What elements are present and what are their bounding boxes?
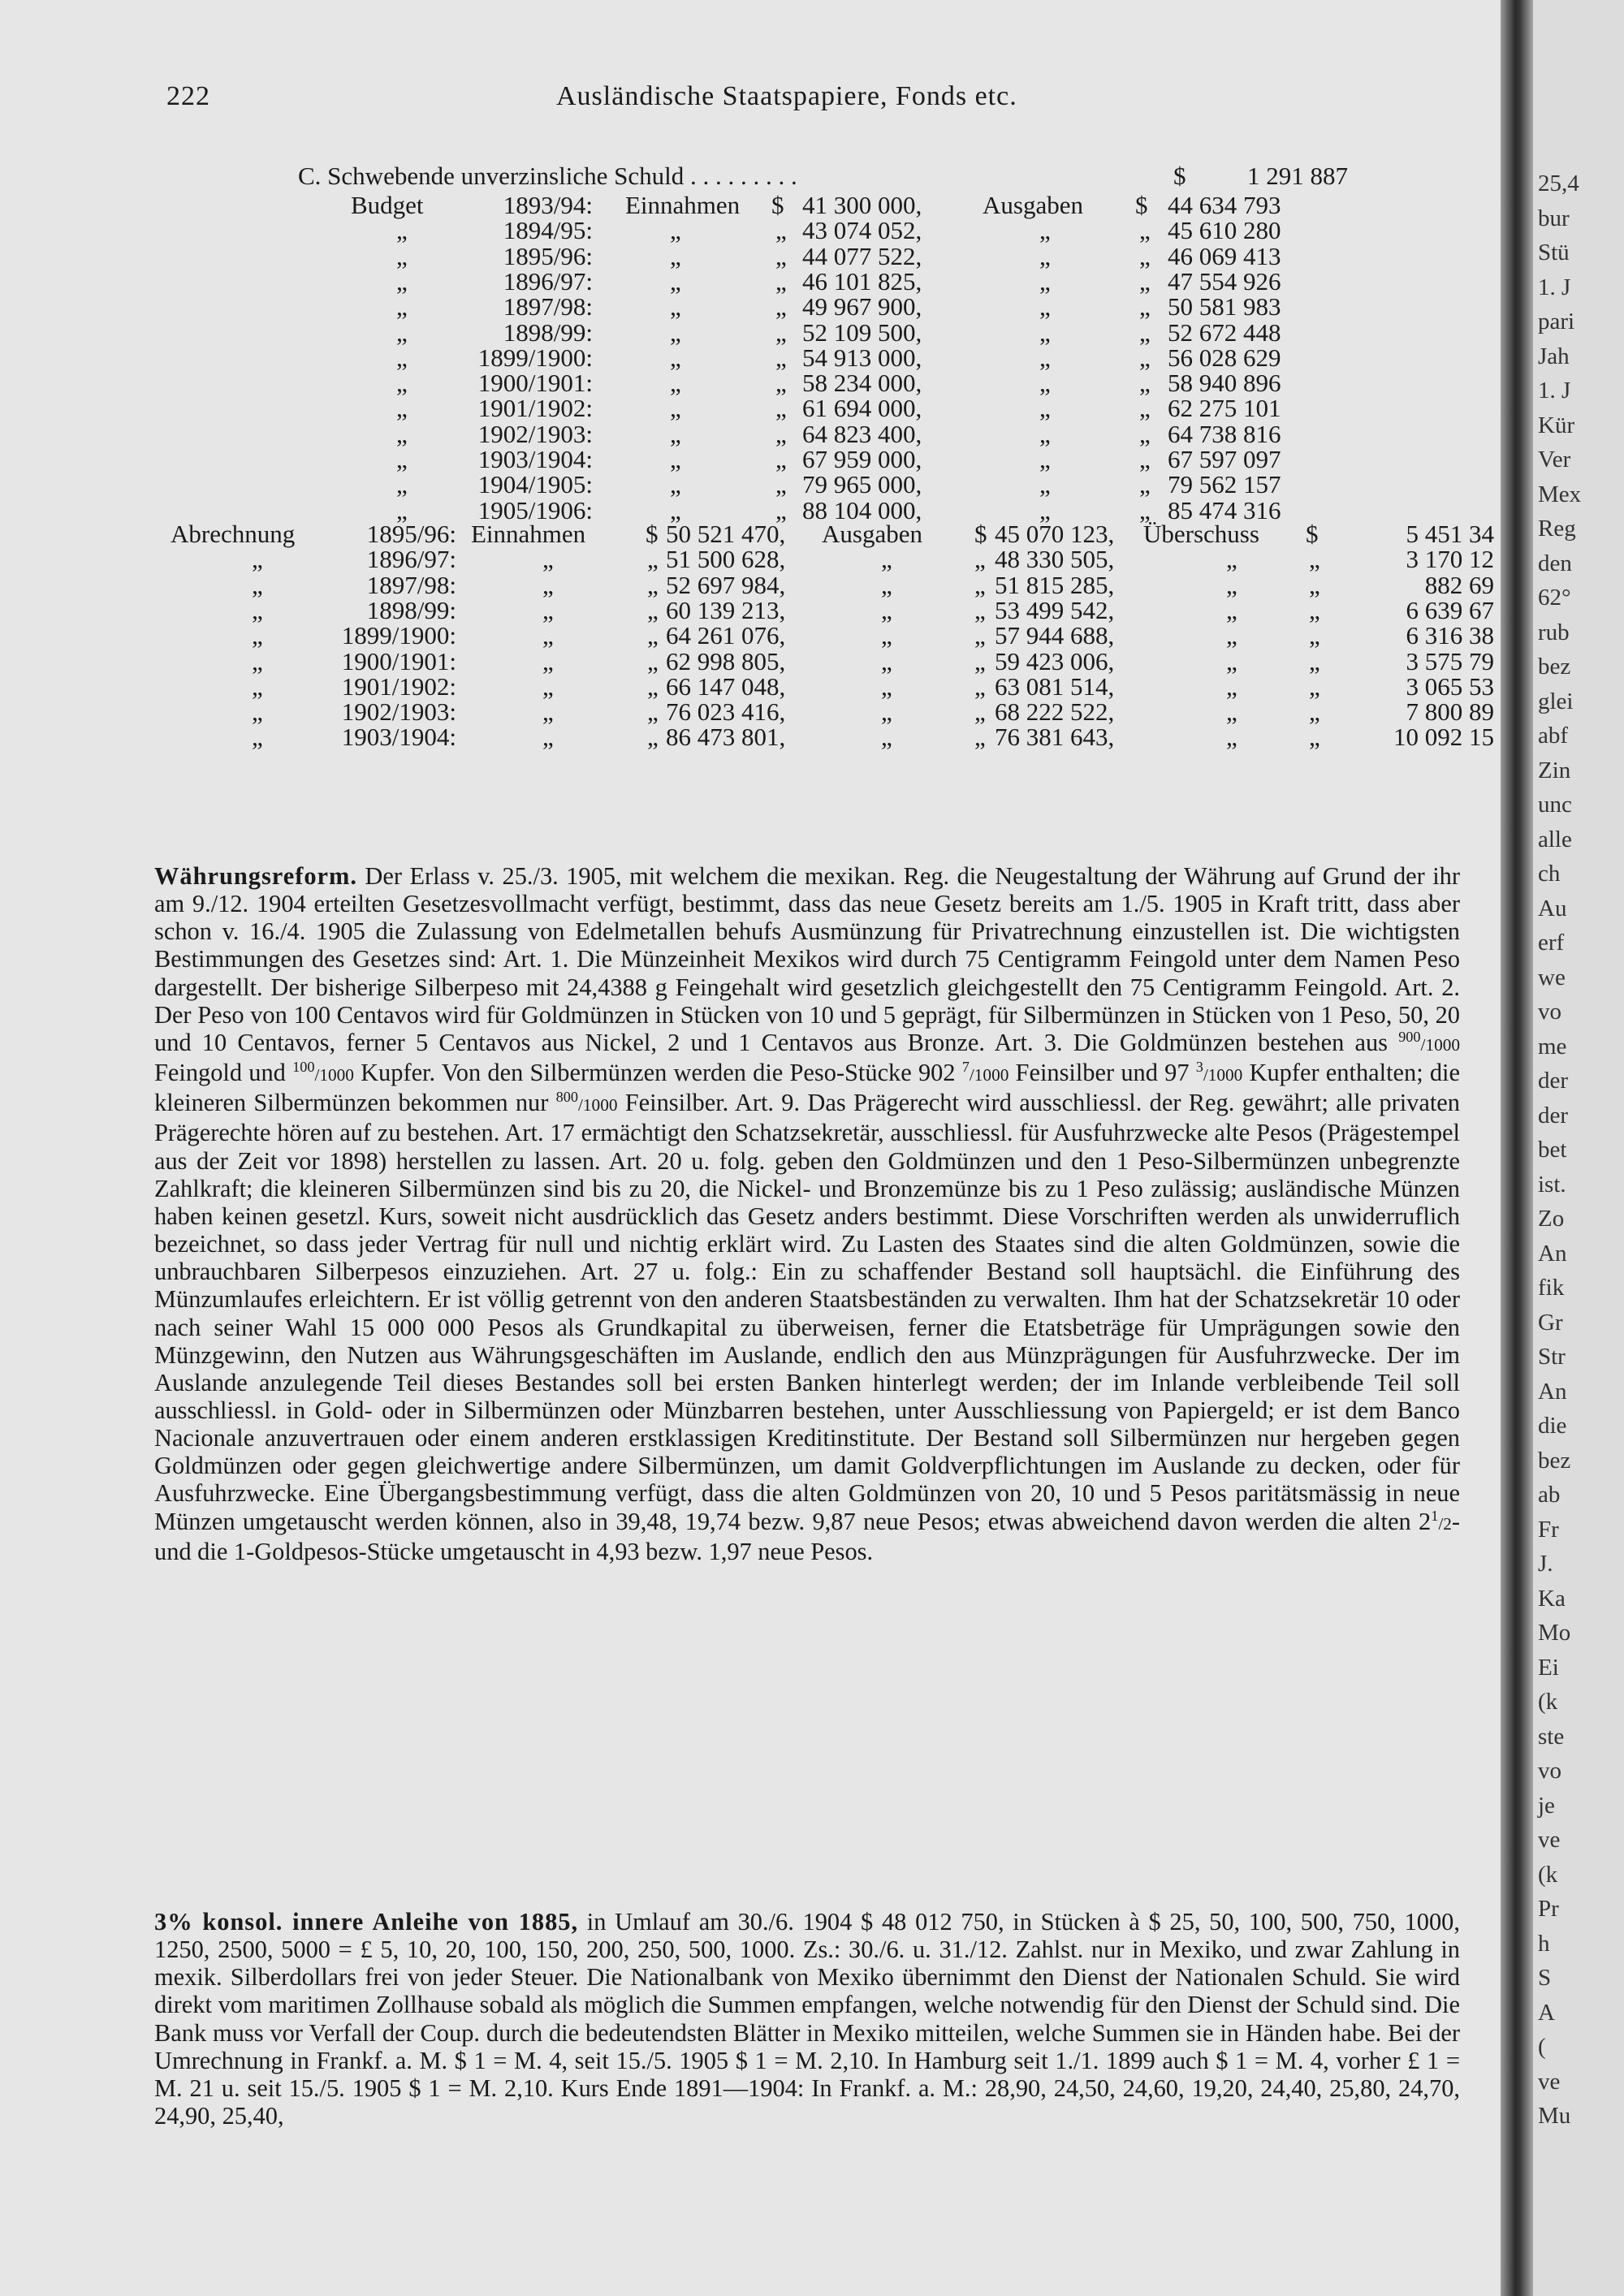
ditto-mark: „	[647, 723, 659, 751]
accounts-expense: 68 222 522,	[995, 697, 1115, 726]
ditto-mark: „	[775, 343, 787, 372]
budget-income: 52 109 500,	[802, 318, 922, 347]
adjacent-page-fragment: Zo	[1538, 1206, 1565, 1232]
ditto-mark: „	[396, 470, 408, 498]
budget-income: 46 101 825,	[802, 267, 922, 296]
ditto-mark: „	[542, 621, 554, 650]
accounts-expense: 57 944 688,	[995, 621, 1115, 650]
ditto-mark: „	[775, 216, 787, 244]
ditto-mark: „	[1039, 420, 1051, 448]
adjacent-page-fragment: h	[1538, 1931, 1550, 1957]
budget-income: 67 959 000,	[802, 445, 922, 473]
ditto-mark: „	[252, 545, 263, 573]
ditto-mark: „	[775, 318, 787, 347]
budget-income: 49 967 900,	[802, 292, 922, 321]
waehrungsreform-heading: Währungsreform.	[154, 862, 357, 890]
ditto-mark: „	[396, 292, 408, 321]
adjacent-page-fragment: (k	[1538, 1862, 1558, 1888]
page-header	[0, 81, 1501, 122]
ditto-mark: „	[396, 496, 408, 524]
adjacent-page-fragment: A	[1538, 2000, 1555, 2026]
ditto-mark: „	[396, 420, 408, 448]
ditto-mark: „	[670, 496, 681, 524]
ditto-mark: „	[396, 445, 408, 473]
accounts-year: 1896/97:	[366, 545, 456, 573]
currency-sign: $	[771, 191, 784, 219]
ditto-mark: „	[974, 672, 986, 701]
ditto-mark: „	[396, 369, 408, 397]
accounts-expense: 63 081 514,	[995, 672, 1115, 701]
budget-income: 58 234 000,	[802, 369, 922, 397]
ditto-mark: „	[252, 697, 263, 726]
ditto-mark: „	[881, 596, 892, 624]
currency-sign: $	[1306, 520, 1319, 548]
ditto-mark: „	[1139, 216, 1151, 244]
ditto-mark: „	[1039, 445, 1051, 473]
budget-expense: 45 610 280	[1168, 216, 1281, 244]
section-c-title: C. Schwebende unverzinsliche Schuld . . . . . . . . .	[298, 162, 797, 190]
budget-expense: 67 597 097	[1168, 445, 1281, 473]
ditto-mark: „	[542, 571, 554, 599]
adjacent-page-fragment: Stü	[1538, 240, 1570, 265]
accounts-income: 52 697 984,	[666, 571, 786, 599]
ditto-mark: „	[1309, 697, 1320, 726]
ditto-mark: „	[1226, 545, 1237, 573]
fraction-denominator: /1000	[1420, 1034, 1460, 1055]
accounts-year: 1899/1900:	[341, 621, 456, 650]
fraction-denominator: /1000	[314, 1065, 354, 1085]
budget-year: 1894/95:	[503, 216, 593, 244]
ditto-mark: „	[1139, 242, 1151, 270]
adjacent-page-fragment: An	[1538, 1379, 1567, 1405]
fraction-denominator: /1000	[578, 1095, 618, 1116]
ditto-mark: „	[670, 292, 681, 321]
ditto-mark: „	[775, 394, 787, 422]
budget-expense: 44 634 793	[1168, 191, 1281, 219]
waehrung-text-7: - und die 1-Goldpesos-Stücke umgetauscht in 4,93 bezw. 1,97 neue Pesos.	[154, 1507, 1460, 1565]
ditto-mark: „	[1226, 596, 1237, 624]
accounts-income: 51 500 628,	[666, 545, 786, 573]
ditto-mark: „	[670, 216, 681, 244]
ditto-mark: „	[647, 621, 659, 650]
budget-year: 1900/1901:	[477, 369, 593, 397]
budget-income: 64 823 400,	[802, 420, 922, 448]
ditto-mark: „	[252, 571, 263, 599]
ditto-mark: „	[881, 621, 892, 650]
fraction-numerator: 3	[1195, 1058, 1203, 1075]
ditto-mark: „	[1309, 545, 1320, 573]
accounts-surplus: 5 451 34	[1406, 520, 1494, 548]
ditto-mark: „	[542, 545, 554, 573]
ditto-mark: „	[775, 496, 787, 524]
ditto-mark: „	[1309, 571, 1320, 599]
ditto-mark: „	[974, 647, 986, 675]
budget-year: 1902/1903:	[477, 420, 593, 448]
budget-income: 88 104 000,	[802, 496, 922, 524]
adjacent-page-fragment: der	[1538, 1103, 1569, 1129]
accounts-year: 1903/1904:	[341, 723, 456, 751]
ditto-mark: „	[1309, 596, 1320, 624]
budget-expense: 85 474 316	[1168, 496, 1281, 524]
adjacent-page-fragment: ve	[1538, 2069, 1561, 2095]
budget-income: 79 965 000,	[802, 470, 922, 498]
adjacent-page-fragment: pari	[1538, 309, 1575, 334]
adjacent-page-fragment: ste	[1538, 1724, 1565, 1750]
adjacent-page-fragment: (k	[1538, 1689, 1558, 1715]
adjacent-page-fragment: ch	[1538, 861, 1561, 887]
adjacent-page-fragment: Mo	[1538, 1620, 1571, 1646]
accounts-expense-label: Ausgaben	[822, 520, 922, 548]
adjacent-page-fragment: fik	[1538, 1275, 1565, 1301]
accounts-year: 1901/1902:	[341, 672, 456, 701]
accounts-surplus: 6 639 67	[1406, 596, 1494, 624]
adjacent-page-fragment: erf	[1538, 930, 1565, 956]
ditto-mark: „	[670, 318, 681, 347]
budget-year: 1905/1906:	[477, 496, 593, 524]
ditto-mark: „	[647, 647, 659, 675]
ditto-mark: „	[252, 647, 263, 675]
budget-expense: 52 672 448	[1168, 318, 1281, 347]
ditto-mark: „	[670, 470, 681, 498]
budget-year: 1893/94:	[503, 191, 593, 219]
accounts-expense: 53 499 542,	[995, 596, 1115, 624]
adjacent-page-fragment: J.	[1538, 1551, 1553, 1577]
ditto-mark: „	[974, 545, 986, 573]
ditto-mark: „	[647, 545, 659, 573]
paragraph-anleihe-1885	[154, 1908, 1460, 2130]
accounts-income: 86 473 801,	[666, 723, 786, 751]
running-title: Ausländische Staatspapiere, Fonds etc.	[556, 81, 1017, 111]
budget-year: 1898/99:	[503, 318, 593, 347]
ditto-mark: „	[775, 470, 787, 498]
adjacent-page-fragment: Mex	[1538, 481, 1582, 507]
ditto-mark: „	[1226, 672, 1237, 701]
ditto-mark: „	[542, 723, 554, 751]
adjacent-page-fragment: ist.	[1538, 1172, 1566, 1198]
ditto-mark: „	[1226, 621, 1237, 650]
ditto-mark: „	[1309, 621, 1320, 650]
ditto-mark: „	[1039, 394, 1051, 422]
ditto-mark: „	[1226, 647, 1237, 675]
ditto-mark: „	[775, 445, 787, 473]
accounts-income: 62 998 805,	[666, 647, 786, 675]
accounts-surplus: 882 69	[1424, 571, 1494, 599]
fraction-numerator: 800	[555, 1089, 579, 1106]
fraction-denominator: /2	[1438, 1513, 1452, 1534]
ditto-mark: „	[670, 369, 681, 397]
budget-year: 1904/1905:	[477, 470, 593, 498]
accounts-expense: 45 070 123,	[995, 520, 1115, 548]
accounts-surplus: 10 092 15	[1393, 723, 1494, 751]
budget-expense-label: Ausgaben	[983, 191, 1083, 219]
ditto-mark: „	[775, 267, 787, 296]
ditto-mark: „	[1139, 292, 1151, 321]
ditto-mark: „	[974, 571, 986, 599]
ditto-mark: „	[396, 318, 408, 347]
adjacent-page-fragment: ab	[1538, 1482, 1561, 1508]
budget-expense: 79 562 157	[1168, 470, 1281, 498]
accounts-label: Abrechnung	[171, 520, 296, 548]
ditto-mark: „	[1139, 470, 1151, 498]
fraction-numerator: 900	[1398, 1028, 1421, 1045]
ditto-mark: „	[396, 267, 408, 296]
ditto-mark: „	[881, 571, 892, 599]
adjacent-page-fragment: Fr	[1538, 1517, 1559, 1543]
adjacent-page-fragment: die	[1538, 1413, 1567, 1439]
budget-expense: 62 275 101	[1168, 394, 1281, 422]
ditto-mark: „	[1139, 394, 1151, 422]
ditto-mark: „	[775, 420, 787, 448]
page-number: 222	[166, 81, 210, 111]
adjacent-page-edge	[1533, 0, 1624, 2296]
fraction-numerator: 100	[292, 1058, 315, 1075]
currency-sign: $	[1135, 191, 1148, 219]
ditto-mark: „	[396, 216, 408, 244]
currency-sign: $	[974, 520, 987, 548]
adjacent-page-fragment: Ei	[1538, 1655, 1559, 1681]
adjacent-page-fragment: 25,4	[1538, 170, 1579, 196]
adjacent-page-fragment: vo	[1538, 1758, 1561, 1784]
ditto-mark: „	[1139, 420, 1151, 448]
ditto-mark: „	[1039, 496, 1051, 524]
ditto-mark: „	[881, 697, 892, 726]
ditto-mark: „	[396, 343, 408, 372]
accounts-surplus: 6 316 38	[1406, 621, 1494, 650]
adjacent-page-fragment: alle	[1538, 826, 1572, 852]
ditto-mark: „	[1226, 723, 1237, 751]
budget-year: 1895/96:	[503, 242, 593, 270]
ditto-mark: „	[252, 723, 263, 751]
adjacent-page-fragment: bez	[1538, 654, 1571, 680]
fraction-numerator: 7	[961, 1058, 970, 1075]
adjacent-page-fragment: Pr	[1538, 1896, 1559, 1922]
paragraph-waehrungsreform	[154, 862, 1460, 1565]
adjacent-page-fragment: Ka	[1538, 1586, 1566, 1612]
book-gutter	[1501, 0, 1533, 2296]
adjacent-page-fragment: ve	[1538, 1827, 1561, 1853]
accounts-income: 76 023 416,	[666, 697, 786, 726]
adjacent-page-fragment: der	[1538, 1068, 1569, 1094]
adjacent-page-fragment: An	[1538, 1241, 1567, 1267]
fraction-denominator: /1000	[969, 1065, 1009, 1085]
accounts-expense: 48 330 505,	[995, 545, 1115, 573]
ditto-mark: „	[647, 596, 659, 624]
currency-sign: $	[646, 520, 659, 548]
ditto-mark: „	[881, 672, 892, 701]
ditto-mark: „	[252, 672, 263, 701]
ditto-mark: „	[542, 647, 554, 675]
adjacent-page-fragment: bur	[1538, 205, 1570, 231]
budget-label: Budget	[351, 191, 424, 219]
ditto-mark: „	[670, 343, 681, 372]
accounts-income-label: Einnahmen	[471, 520, 586, 548]
accounts-income: 60 139 213,	[666, 596, 786, 624]
adjacent-page-fragment: abf	[1538, 723, 1569, 749]
ditto-mark: „	[252, 621, 263, 650]
accounts-year: 1902/1903:	[341, 697, 456, 726]
fraction-denominator: /1000	[1203, 1065, 1243, 1085]
waehrung-text-3: Kupfer. Von den Silbermünzen werden die Peso-Stücke 902	[353, 1059, 962, 1087]
ditto-mark: „	[1309, 647, 1320, 675]
budget-expense: 50 581 983	[1168, 292, 1281, 321]
accounts-surplus: 3 065 53	[1406, 672, 1494, 701]
budget-year: 1896/97:	[503, 267, 593, 296]
ditto-mark: „	[974, 621, 986, 650]
ditto-mark: „	[1039, 318, 1051, 347]
adjacent-page-fragment: Kür	[1538, 412, 1575, 438]
budget-income-label: Einnahmen	[625, 191, 741, 219]
ditto-mark: „	[1226, 697, 1237, 726]
ditto-mark: „	[1139, 445, 1151, 473]
accounts-year: 1900/1901:	[341, 647, 456, 675]
ditto-mark: „	[1309, 672, 1320, 701]
ditto-mark: „	[1039, 216, 1051, 244]
ditto-mark: „	[670, 445, 681, 473]
adjacent-page-fragment: 62°	[1538, 585, 1571, 611]
accounts-surplus: 3 170 12	[1406, 545, 1494, 573]
accounts-income: 50 521 470,	[666, 520, 786, 548]
waehrung-text-5: Kupfer enthalten; die kleineren Silbermünzen bekommen nur	[154, 1059, 1460, 1117]
ditto-mark: „	[1039, 470, 1051, 498]
accounts-year: 1897/98:	[366, 571, 456, 599]
adjacent-page-fragment: den	[1538, 550, 1572, 576]
adjacent-page-fragment: 1. J	[1538, 274, 1571, 300]
budget-year: 1903/1904:	[477, 445, 593, 473]
accounts-expense: 59 423 006,	[995, 647, 1115, 675]
waehrung-text-2: Feingold und	[154, 1059, 293, 1087]
ditto-mark: „	[775, 292, 787, 321]
adjacent-page-fragment: (	[1538, 2034, 1546, 2060]
adjacent-page-fragment: S	[1538, 1965, 1552, 1991]
adjacent-page-fragment: Mu	[1538, 2103, 1571, 2129]
adjacent-page-fragment: je	[1538, 1793, 1555, 1819]
ditto-mark: „	[670, 267, 681, 296]
ditto-mark: „	[881, 723, 892, 751]
ditto-mark: „	[1139, 343, 1151, 372]
ditto-mark: „	[647, 697, 659, 726]
budget-expense: 46 069 413	[1168, 242, 1281, 270]
adjacent-page-fragment: Au	[1538, 896, 1567, 921]
anleihe-text: in Umlauf am 30./6. 1904 $ 48 012 750, in Stücken à $ 25, 50, 100, 500, 750, 1000, 1250, 2500, 5000 = £ 5, 10, 20, 100, 150, 200, 250, 500, 1000. Zs.: 30./6. u. 31./12. Zahlst. nur in Mexiko, und zwar Zahlung in mexik. Silberdollars frei von jeder Steuer. Die Nationalbank von Mexiko übernimmt den Dienst der Nationalen Schuld. Sie wird direkt vom maritimen Zollhause sobald als möglich die Summen empfangen, welche notwendig für den Dienst der Schuld sind. Die Bank muss vor Verfall der Coup. durch die bedeutendsten Blätter in Mexiko mitteilen, welche Summen sie in Händen habe. Bei der Umrechnung in Frankf. a. M. $ 1 = M. 4, seit 15./5. 1905 $ 1 = M. 2,10. In Hamburg seit 1./1. 1899 auch $ 1 = M. 4, vorher £ 1 = M. 21 u. seit 15./5. 1905 $ 1 = M. 2,10. Kurs Ende 1891—1904: In Frankf. a. M.: 28,90, 24,50, 24,60, 19,20, 24,40, 25,80, 24,70, 24,90, 25,40,	[154, 1908, 1460, 2130]
ditto-mark: „	[1139, 369, 1151, 397]
waehrung-text-4: Feinsilber und 97	[1009, 1059, 1196, 1087]
adjacent-page-fragment: we	[1538, 965, 1566, 990]
accounts-year: 1898/99:	[366, 596, 456, 624]
budget-income: 54 913 000,	[802, 343, 922, 372]
ditto-mark: „	[542, 697, 554, 726]
ditto-mark: „	[775, 369, 787, 397]
ditto-mark: „	[252, 596, 263, 624]
ditto-mark: „	[881, 647, 892, 675]
ditto-mark: „	[1309, 723, 1320, 751]
accounts-expense: 51 815 285,	[995, 571, 1115, 599]
anleihe-heading: 3% konsol. innere Anleihe von 1885,	[154, 1908, 579, 1936]
adjacent-page-fragment: me	[1538, 1034, 1567, 1060]
ditto-mark: „	[974, 596, 986, 624]
ditto-mark: „	[974, 723, 986, 751]
accounts-surplus: 7 800 89	[1406, 697, 1494, 726]
adjacent-page-fragment: vo	[1538, 999, 1561, 1025]
accounts-income: 66 147 048,	[666, 672, 786, 701]
budget-expense: 64 738 816	[1168, 420, 1281, 448]
ditto-mark: „	[1226, 571, 1237, 599]
section-c-amount: 1 291 887	[1247, 162, 1348, 190]
ditto-mark: „	[1039, 292, 1051, 321]
adjacent-page-fragment: Ver	[1538, 447, 1571, 473]
ditto-mark: „	[670, 242, 681, 270]
budget-income: 61 694 000,	[802, 394, 922, 422]
ditto-mark: „	[1039, 343, 1051, 372]
ditto-mark: „	[647, 672, 659, 701]
accounts-expense: 76 381 643,	[995, 723, 1115, 751]
budget-year: 1897/98:	[503, 292, 593, 321]
fraction-numerator: 1	[1431, 1507, 1439, 1524]
ditto-mark: „	[881, 545, 892, 573]
budget-expense: 47 554 926	[1168, 267, 1281, 296]
adjacent-page-fragment: Str	[1538, 1344, 1566, 1370]
waehrung-text-1: Der Erlass v. 25./3. 1905, mit welchem die mexikan. Reg. die Neugestaltung der Währung auf Grund der ihr am 9./12. 1904 erteilten Gesetzesvollmacht verfügt, bestimmt, dass das neue Gesetz bereits am 1./5. 1905 in Kraft tritt, dass aber schon v. 16./4. 1905 die Zulassung von Edelmetallen behufs Ausmünzung für Privatrechnung einzustellen ist. Die wichtigsten Bestimmungen des Gesetzes sind: Art. 1. Die Münzeinheit Mexikos wird durch 75 Centigramm Feingold unter dem Namen Peso dargestellt. Der bisherige Silberpeso mit 24,4388 g Feingehalt wird gesetzlich gleichgestellt den 75 Centigramm Feingold. Art. 2. Der Peso von 100 Centavos wird für Goldmünzen in Stücken von 10 und 5 geprägt, für Silbermünzen in Stücken von 1 Peso, 50, 20 und 10 Centavos, ferner 5 Centavos aus Nickel, 2 und 1 Centavos aus Bronze. Art. 3. Die Goldmünzen bestehen aus	[154, 862, 1460, 1056]
accounts-year: 1895/96:	[366, 520, 456, 548]
ditto-mark: „	[1039, 267, 1051, 296]
adjacent-page-fragment: Reg	[1538, 516, 1576, 542]
accounts-income: 64 261 076,	[666, 621, 786, 650]
ditto-mark: „	[542, 596, 554, 624]
budget-expense: 56 028 629	[1168, 343, 1281, 372]
accounts-surplus-label: Überschuss	[1143, 520, 1259, 548]
adjacent-page-fragment: bet	[1538, 1137, 1567, 1163]
ditto-mark: „	[542, 672, 554, 701]
ditto-mark: „	[1139, 496, 1151, 524]
waehrung-text-6: Feinsilber. Art. 9. Das Prägerecht wird ausschliessl. der Reg. gewährt; alle privaten Prägerechte hören auf zu bestehen. Art. 17 ermächtigt den Schatzsekretär, ausschliessl. für Ausfuhrzwecke alte Pesos (Prägestempel aus der Zeit vor 1898) herstellen zu lassen. Art. 20 u. folg. geben den Goldmünzen und den 1 Peso-Silbermünzen unbegrenzte Zahlkraft; die kleineren Silbermünzen sind bis zu 20, die Nickel- und Bronzemünze bis zu 1 Peso zulässig; ausländische Münzen haben keinen gesetzl. Kurs, soweit nicht ausdrücklich das Gesetz anders bestimmt. Diese Vorschriften werden als unwiderruflich bezeichnet, so dass jeder Vertrag für null und nichtig erklärt wird. Zu Lasten des Staates sind die alten Goldmünzen, sowie die unbrauchbaren Silberpesos einzuziehen. Art. 27 u. folg.: Ein zu schaffender Bestand soll hauptsächl. die Einführung des Münzumlaufes erleichtern. Er ist völlig getrennt von den anderen Staatsbeständen zu verwalten. Ihm hat der Schatzsekretär 10 oder nach seiner Wahl 15 000 000 Pesos als Grundkapital zu überweisen, ferner die Etatsbeträge für Umprägungen sowie den Münzgewinn, den Nutzen aus Währungsgeschäften im Auslande, endlich den aus Münzprägungen für Ausfuhrzwecke. Der im Auslande anzulegende Teil dieses Bestandes soll bei ersten Banken hinterlegt werden; der im Inlande verbleibende Teil soll ausschliessl. in Gold- oder in Silbermünzen oder Münzbarren bestehen, unter Ausschliessung von Papiergeld; er ist dem Banco Nacionale anzuvertrauen oder einem anderen erstklassigen Kreditinstitute. Der Bestand soll Silbermünzen nur hergeben gegen Goldmünzen oder gegen gleichwertige andere Silbermünzen, um damit Goldverpflichtungen im Auslande zu decken, oder für Ausfuhrzwecke. Eine Übergangsbestimmung verfügt, dass die alten Goldmünzen von 20, 10 und 5 Pesos paritätsmässig in neue Münzen umgetauscht werden können, also in 39,48, 19,74 bezw. 9,87 neue Pesos; etwas abweichend davon werden die alten 2	[154, 1089, 1460, 1535]
section-c-currency: $	[1173, 162, 1186, 190]
budget-income: 41 300 000,	[802, 191, 922, 219]
ditto-mark: „	[1039, 369, 1051, 397]
ditto-mark: „	[670, 420, 681, 448]
adjacent-page-fragment: glei	[1538, 688, 1574, 714]
budget-year: 1899/1900:	[477, 343, 593, 372]
adjacent-page-fragment: 1. J	[1538, 378, 1571, 404]
adjacent-page-fragment: rub	[1538, 619, 1570, 645]
accounts-surplus: 3 575 79	[1406, 647, 1494, 675]
ditto-mark: „	[670, 394, 681, 422]
ditto-mark: „	[1039, 242, 1051, 270]
adjacent-page-fragment: unc	[1538, 792, 1572, 818]
budget-year: 1901/1902:	[477, 394, 593, 422]
adjacent-page-fragment: bez	[1538, 1448, 1571, 1474]
ditto-mark: „	[1139, 267, 1151, 296]
adjacent-page-fragment: Gr	[1538, 1310, 1563, 1336]
ditto-mark: „	[974, 697, 986, 726]
ditto-mark: „	[396, 394, 408, 422]
ditto-mark: „	[1139, 318, 1151, 347]
ditto-mark: „	[647, 571, 659, 599]
adjacent-page-fragment: Jah	[1538, 343, 1570, 369]
ditto-mark: „	[396, 242, 408, 270]
ditto-mark: „	[775, 242, 787, 270]
adjacent-page-fragment: Zin	[1538, 757, 1571, 783]
budget-income: 44 077 522,	[802, 242, 922, 270]
budget-income: 43 074 052,	[802, 216, 922, 244]
budget-expense: 58 940 896	[1168, 369, 1281, 397]
